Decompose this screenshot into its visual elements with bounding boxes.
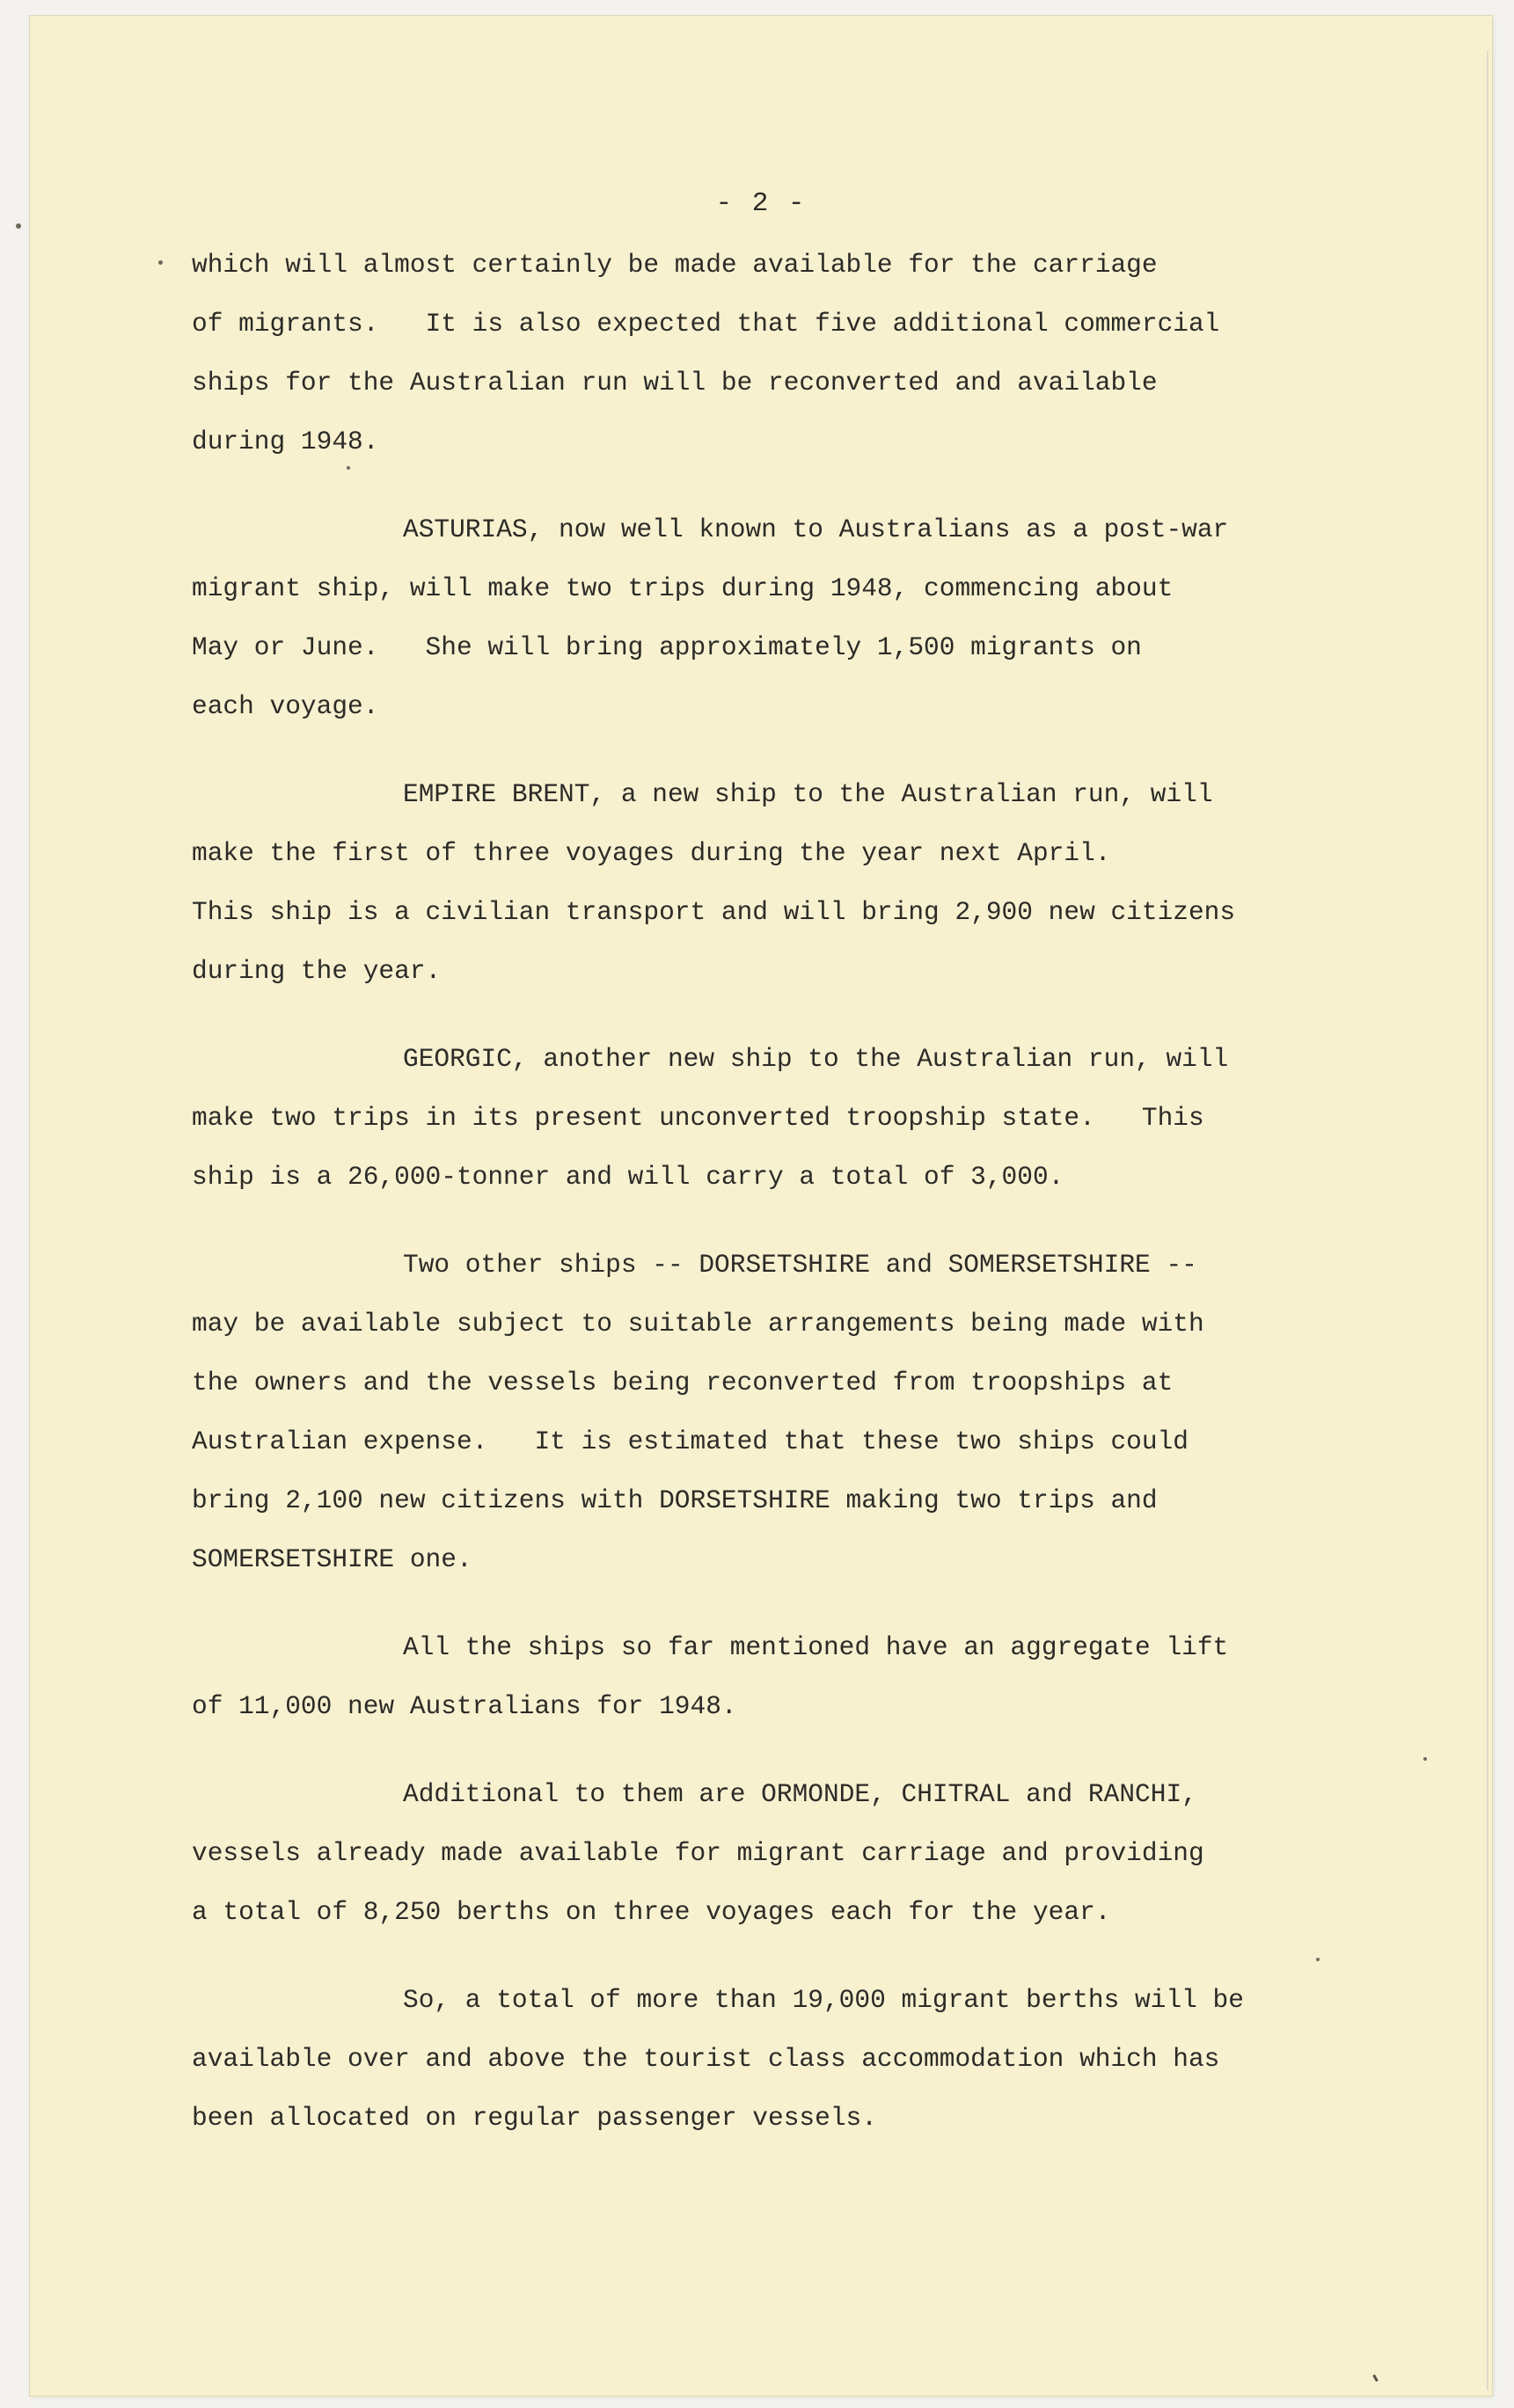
text-line: ASTURIAS, now well known to Australians as a post-war	[403, 514, 1229, 544]
text-line: bring 2,100 new citizens with DORSETSHIRE making two trips and	[192, 1485, 1158, 1515]
text-line: So, a total of more than 19,000 migrant berths will be	[403, 1985, 1244, 2015]
scan-speck	[1423, 1757, 1427, 1761]
text-line: been allocated on regular passenger vessels.	[192, 2103, 877, 2133]
text-line: Two other ships -- DORSETSHIRE and SOMERSETSHIRE --	[403, 1250, 1197, 1280]
page-edge-shadow	[1487, 51, 1488, 2390]
paragraph	[192, 1030, 1459, 1207]
paragraph	[192, 765, 1459, 1001]
text-line: during the year.	[192, 956, 442, 986]
page-number: - 2 -	[715, 188, 807, 219]
text-line: available over and above the tourist class accommodation which has	[192, 2044, 1220, 2074]
text-line: All the ships so far mentioned have an aggregate lift	[403, 1632, 1229, 1662]
text-line: may be available subject to suitable arrangements being made with	[192, 1309, 1204, 1339]
text-line: SOMERSETSHIRE one.	[192, 1544, 472, 1574]
text-line: EMPIRE BRENT, a new ship to the Australian run, will	[403, 779, 1213, 809]
text-line: of migrants. It is also expected that five additional commercial	[192, 309, 1220, 339]
text-line: ship is a 26,000-tonner and will carry a total of 3,000.	[192, 1162, 1064, 1192]
paragraph	[192, 1765, 1459, 1942]
paragraph	[192, 236, 1459, 471]
scan-speck	[1316, 1958, 1320, 1961]
text-line: each voyage.	[192, 691, 379, 721]
text-line: Australian expense. It is estimated that these two ships could	[192, 1427, 1189, 1456]
text-line: This ship is a civilian transport and will bring 2,900 new citizens	[192, 897, 1236, 927]
text-line: of 11,000 new Australians for 1948.	[192, 1691, 737, 1721]
text-line: which will almost certainly be made available for the carriage	[192, 250, 1158, 280]
text-line: ships for the Australian run will be reconverted and available	[192, 368, 1158, 398]
scan-mark	[1372, 2375, 1379, 2382]
text-line: during 1948.	[192, 427, 379, 456]
body-text	[192, 236, 1459, 2177]
text-line: make the first of three voyages during the year next April.	[192, 838, 1111, 868]
text-line: Additional to them are ORMONDE, CHITRAL and RANCHI,	[403, 1779, 1197, 1809]
text-line: the owners and the vessels being reconverted from troopships at	[192, 1368, 1174, 1397]
paragraph	[192, 1971, 1459, 2148]
typewritten-page	[30, 16, 1492, 2396]
margin-speck	[16, 223, 21, 229]
paragraph	[192, 1618, 1459, 1736]
text-line: migrant ship, will make two trips during 1948, commencing about	[192, 573, 1174, 603]
text-line: a total of 8,250 berths on three voyages each for the year.	[192, 1897, 1111, 1927]
text-line: May or June. She will bring approximately 1,500 migrants on	[192, 632, 1142, 662]
scan-speck	[347, 466, 350, 470]
text-line: vessels already made available for migrant carriage and providing	[192, 1838, 1204, 1868]
text-line: make two trips in its present unconverted troopship state. This	[192, 1103, 1204, 1133]
paragraph	[192, 1236, 1459, 1589]
text-line: GEORGIC, another new ship to the Australian run, will	[403, 1044, 1229, 1074]
scan-speck	[158, 260, 163, 265]
paragraph	[192, 500, 1459, 736]
